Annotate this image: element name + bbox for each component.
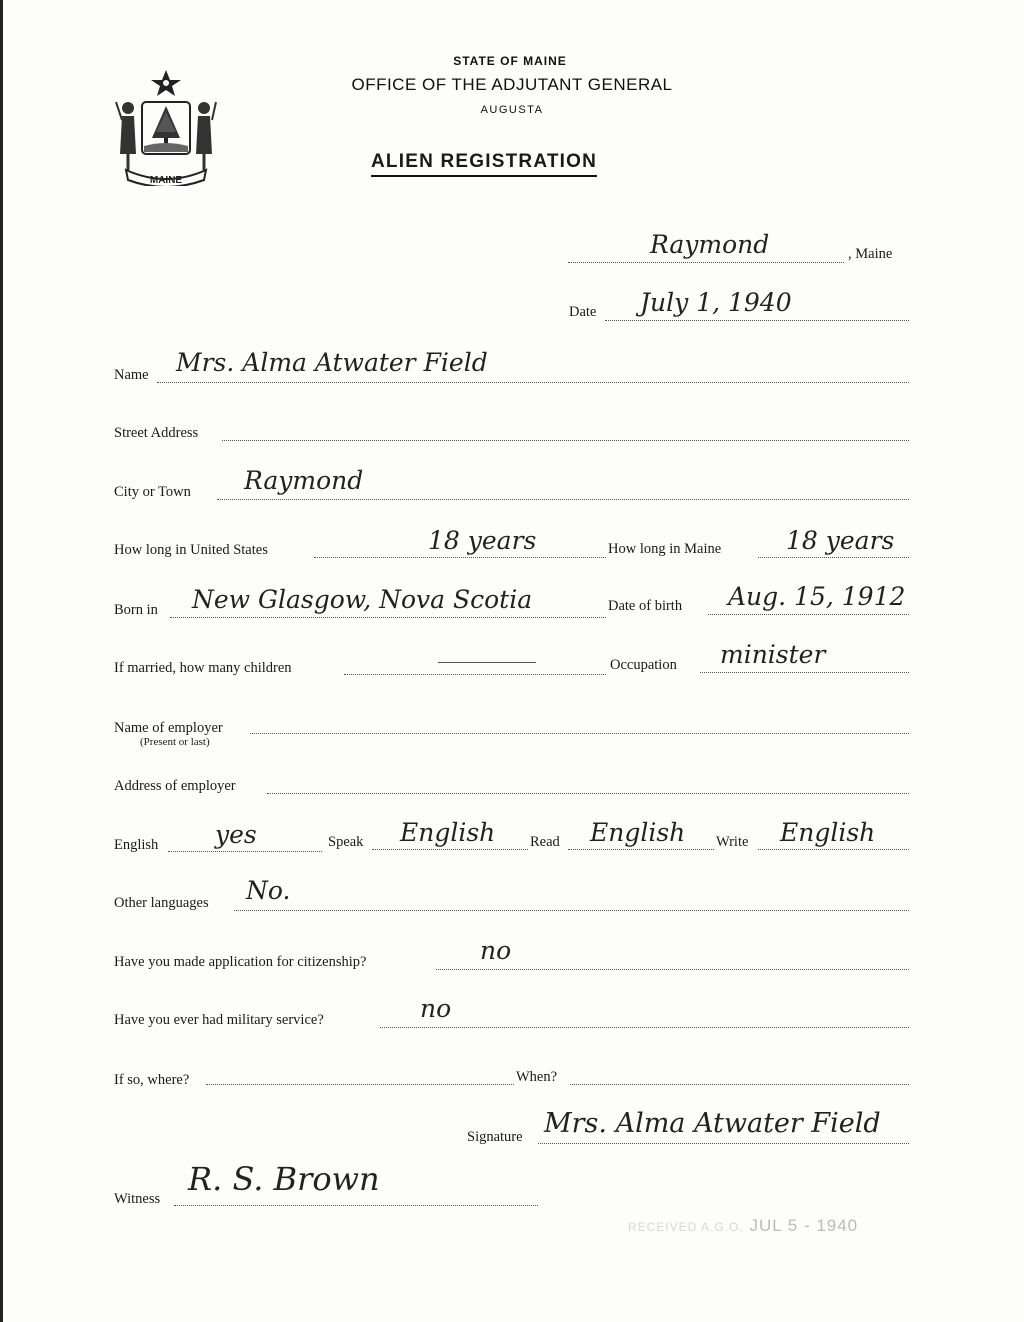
city-label: City or Town [114, 484, 191, 500]
occupation-line[interactable] [700, 672, 909, 673]
dob-line[interactable] [708, 614, 909, 615]
date-value: July 1, 1940 [640, 288, 792, 317]
read-label: Read [530, 834, 560, 850]
location-line [568, 262, 844, 263]
military-line[interactable] [380, 1027, 909, 1028]
dob-label: Date of birth [608, 598, 683, 614]
witness-value: R. S. Brown [188, 1160, 380, 1198]
signature-line[interactable] [538, 1143, 909, 1144]
born-in-value: New Glasgow, Nova Scotia [192, 585, 533, 614]
street-address-line[interactable] [222, 440, 909, 441]
born-in-label: Born in [114, 602, 158, 618]
years-maine-value: 18 years [786, 526, 895, 555]
city-value: Raymond [244, 466, 364, 495]
speak-label: Speak [328, 834, 364, 850]
write-label: Write [716, 834, 749, 850]
english-value: yes [215, 820, 257, 849]
state-heading: STATE OF MAINE [453, 54, 567, 68]
city-heading: AUGUSTA [480, 104, 544, 116]
name-value: Mrs. Alma Atwater Field [176, 348, 488, 377]
street-address-label: Street Address [114, 425, 199, 441]
signature-label: Signature [467, 1129, 523, 1145]
years-maine-label: How long in Maine [608, 541, 722, 557]
where-line[interactable] [206, 1084, 514, 1085]
location-suffix: , Maine [848, 246, 893, 262]
office-heading: OFFICE OF THE ADJUTANT GENERAL [351, 75, 673, 94]
when-label: When? [516, 1069, 558, 1085]
write-value: English [780, 818, 876, 847]
date-label: Date [569, 304, 597, 320]
stamp-faint-text: RECEIVED A.G.O. [628, 1220, 744, 1234]
children-label: If married, how many children [114, 660, 292, 676]
children-dash [438, 662, 536, 663]
read-line[interactable] [568, 849, 714, 850]
english-line[interactable] [168, 851, 322, 852]
other-languages-line[interactable] [234, 910, 909, 911]
employer-address-line[interactable] [267, 793, 909, 794]
name-line[interactable] [157, 382, 909, 383]
citizenship-line[interactable] [436, 969, 909, 970]
other-languages-value: No. [246, 876, 291, 905]
city-line[interactable] [217, 499, 909, 500]
witness-line[interactable] [174, 1205, 538, 1206]
write-line[interactable] [758, 849, 909, 850]
name-label: Name [114, 367, 149, 383]
children-line[interactable] [344, 674, 606, 675]
witness-label: Witness [114, 1191, 161, 1207]
occupation-value: minister [720, 640, 826, 669]
years-us-value: 18 years [428, 526, 537, 555]
signature-value: Mrs. Alma Atwater Field [544, 1108, 881, 1139]
svg-text:MAINE: MAINE [149, 175, 183, 186]
stamp-date: JUL 5 - 1940 [749, 1216, 859, 1235]
employer-address-label: Address of employer [114, 778, 236, 794]
speak-value: English [400, 818, 496, 847]
scan-edge [0, 0, 3, 1322]
read-value: English [590, 818, 686, 847]
years-us-label: How long in United States [114, 542, 268, 558]
english-label: English [114, 837, 159, 853]
citizenship-value: no [480, 936, 512, 965]
employer-sublabel: (Present or last) [140, 736, 210, 748]
form-title: ALIEN REGISTRATION [371, 151, 597, 177]
received-stamp [628, 1216, 858, 1236]
born-in-line[interactable] [170, 617, 606, 618]
military-value: no [420, 994, 452, 1023]
dob-value: Aug. 15, 1912 [728, 582, 906, 611]
employer-line[interactable] [250, 733, 909, 734]
occupation-label: Occupation [610, 657, 677, 673]
years-us-line[interactable] [314, 557, 606, 558]
employer-label: Name of employer [114, 720, 223, 736]
speak-line[interactable] [372, 849, 528, 850]
location-value: Raymond [650, 230, 770, 259]
where-label: If so, where? [114, 1072, 190, 1088]
date-line[interactable] [605, 320, 909, 321]
citizenship-label: Have you made application for citizenship? [114, 954, 367, 970]
years-maine-line[interactable] [758, 557, 909, 558]
other-languages-label: Other languages [114, 895, 209, 911]
when-line[interactable] [570, 1084, 909, 1085]
military-label: Have you ever had military service? [114, 1012, 324, 1028]
